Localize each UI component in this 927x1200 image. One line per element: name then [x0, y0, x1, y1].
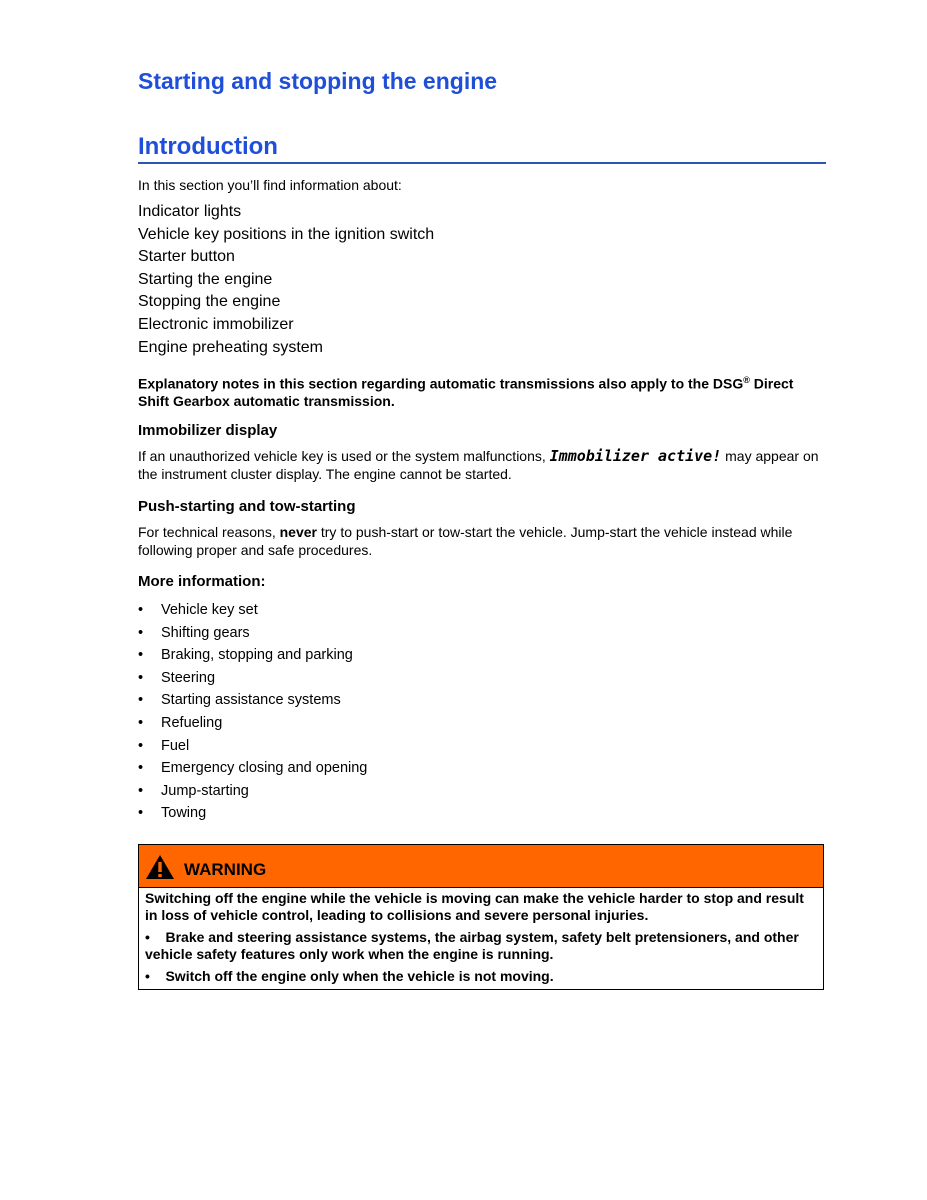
warning-bullet-text: Switch off the engine only when the vehicle is not moving. [165, 968, 554, 984]
warning-label: WARNING [184, 860, 267, 879]
note-text-continued: Direct Shift Gearbox automatic transmission. [138, 375, 794, 409]
push-start-emphasis: never [279, 524, 317, 540]
warning-bullet-text: Brake and steering assistance systems, the airbag system, safety belt pretensioners, and other vehicle safety features only work when the engine is running. [145, 929, 799, 962]
more-info-heading: More information: [138, 573, 266, 590]
more-info-label: Shifting gears [161, 624, 250, 641]
push-start-text-continued: try to push-start or tow-start the vehicle. Jump-start the vehicle instead while following proper and safe procedures. [138, 524, 793, 558]
topic-item: Starting the engine [138, 270, 273, 288]
bullet-glyph: • [138, 602, 144, 618]
immobilizer-heading: Immobilizer display [138, 422, 278, 439]
more-info-label: Fuel [161, 737, 190, 754]
more-info-list [138, 599, 367, 825]
intro-text: In this section you’ll find information about: [138, 177, 402, 193]
bullet-glyph: • [138, 692, 144, 709]
bullet-glyph: • [138, 647, 144, 664]
bullet-glyph: • [138, 714, 144, 731]
topics-list [138, 201, 434, 359]
bullet-glyph: • [138, 737, 144, 754]
more-info-link[interactable] [138, 735, 367, 758]
more-info-label: Emergency closing and opening [161, 760, 368, 777]
more-info-label: Starting assistance systems [161, 692, 341, 709]
warning-bullet [145, 929, 817, 963]
bullet-glyph: • [145, 929, 150, 945]
bullet-glyph: • [138, 782, 144, 799]
topic-item: Engine preheating system [138, 338, 323, 356]
topic-item: Starter button [138, 248, 235, 266]
push-start-heading: Push-starting and tow-starting [138, 498, 356, 515]
section-heading: Introduction [138, 133, 278, 160]
topic-item: Indicator lights [138, 203, 242, 220]
topic-item: Stopping the engine [138, 293, 281, 311]
more-info-label: Steering [161, 669, 216, 686]
warning-header [139, 845, 823, 888]
immobilizer-paragraph [138, 448, 826, 483]
topic-item: Vehicle key positions in the ignition switch [138, 225, 435, 243]
bullet-glyph: • [138, 624, 144, 641]
bullet-glyph: • [138, 669, 144, 686]
more-info-label: Braking, stopping and parking [161, 647, 353, 664]
immobilizer-text-continued: may appear on the instrument cluster display. The engine cannot be started. [138, 448, 819, 482]
bullet-glyph: • [138, 805, 144, 822]
note-text: Explanatory notes in this section regarding automatic transmissions also apply to the DSG [138, 375, 744, 392]
warning-intro: Switching off the engine while the vehicle is moving can make the vehicle harder to stop and result in loss of vehicle control, leading to collisions and severe personal injuries. [145, 890, 804, 923]
more-info-link[interactable] [138, 599, 367, 622]
warning-box [138, 844, 824, 990]
more-info-link[interactable] [138, 667, 367, 690]
push-start-paragraph [138, 524, 826, 559]
push-start-text: For technical reasons, [138, 524, 280, 540]
page-title: Starting and stopping the engine [138, 68, 498, 94]
more-info-label: Jump-starting [161, 782, 249, 799]
warning-bullet [145, 968, 817, 985]
warning-triangle-icon [145, 854, 175, 880]
more-info-label: Refueling [161, 714, 223, 731]
more-info-link[interactable] [138, 802, 367, 825]
registered-mark: ® [743, 375, 750, 385]
more-info-label: Vehicle key set [161, 602, 258, 618]
section-heading-block [138, 133, 826, 164]
more-info-link[interactable] [138, 622, 367, 645]
warning-body [139, 888, 823, 989]
immobilizer-text: If an unauthorized vehicle key is used or the system malfunctions, [138, 448, 550, 464]
bullet-glyph: • [145, 968, 150, 984]
explanatory-note [138, 372, 826, 410]
more-info-link[interactable] [138, 689, 367, 712]
more-info-label: Towing [161, 805, 207, 822]
topic-item: Electronic immobilizer [138, 315, 294, 333]
more-info-link[interactable] [138, 780, 367, 803]
more-info-link[interactable] [138, 644, 367, 667]
display-message: Immobilizer active! [549, 447, 722, 465]
more-info-link[interactable] [138, 712, 367, 735]
more-info-link[interactable] [138, 757, 367, 780]
bullet-glyph: • [138, 760, 144, 777]
